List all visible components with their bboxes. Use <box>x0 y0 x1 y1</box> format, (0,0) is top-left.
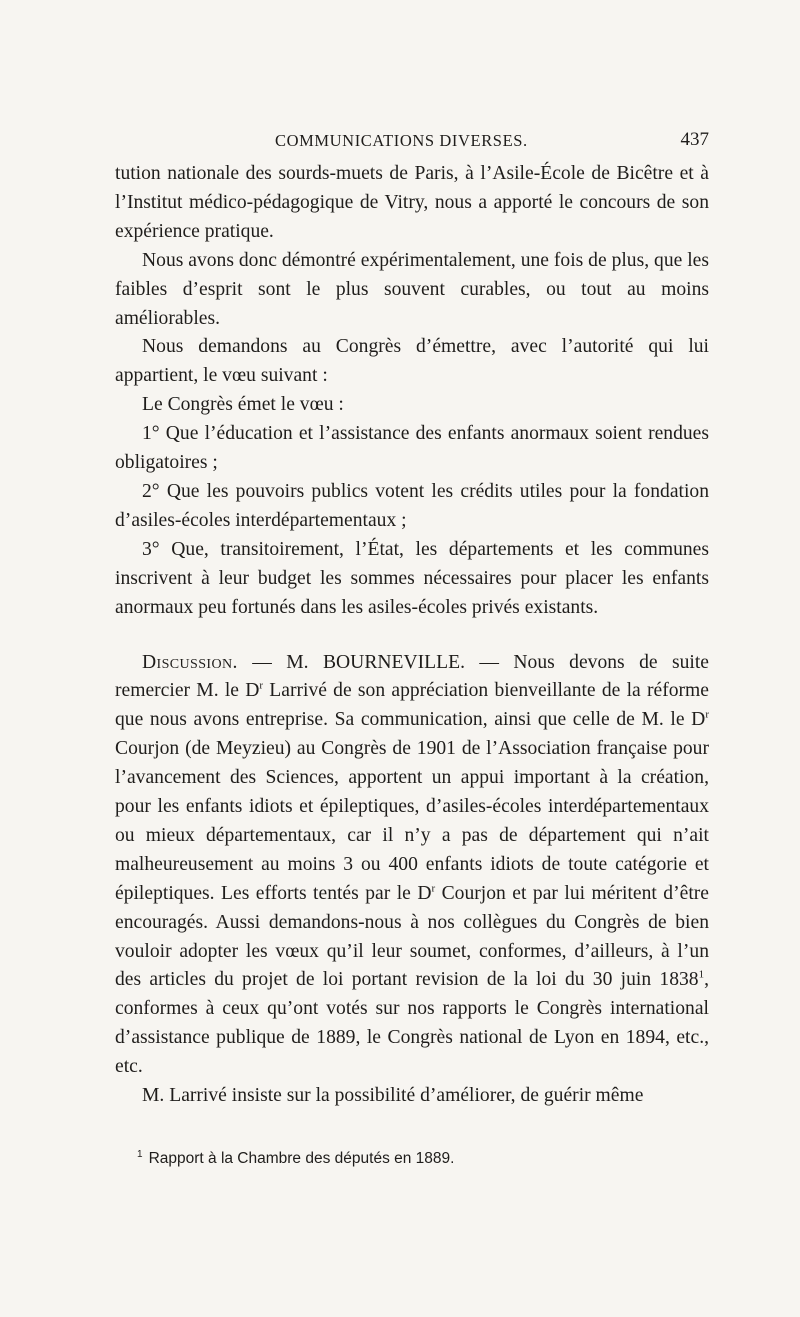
resolution-item-1: 1° Que l’éducation et l’assistance des enfants anormaux soient rendues obligatoires ; <box>115 423 709 474</box>
discussion-text-1: Nous devons de suite remercier M. le D <box>115 651 709 702</box>
resolution-item-2: 2° Que les pouvoirs publics votent les crédits utiles pour la fondation d’asiles-écoles interdépartementaux ; <box>115 480 709 531</box>
running-head: COMMUNICATIONS DIVERSES. <box>275 131 528 150</box>
footnote <box>137 1150 454 1168</box>
discussion-label: Discussion. <box>142 651 238 673</box>
paragraph-continuation: tution nationale des sourds-muets de Paris, à l’Asile-École de Bicêtre et à l’Institut médico-pédagogique de Vitry, nous a apporté le concours de son expérience pratique. <box>115 163 709 242</box>
footnote-text: Rapport à la Chambre des députés en 1889. <box>148 1150 455 1167</box>
body-text <box>115 160 709 1111</box>
paragraph-resolution-intro: Le Congrès émet le vœu : <box>142 394 344 416</box>
paragraph-larrive: M. Larrivé insiste sur la possibilité d’améliorer, de guérir même <box>142 1085 644 1107</box>
page-number: 437 <box>680 129 709 150</box>
footnote-marker: 1 <box>137 1148 143 1160</box>
discussion-text-4: Courjon et par lui méritent d’être encouragés. Aussi demandons-nous à nos collègues du Congrès de bien vouloir adopter les vœux qu’il leur soumet, conformes, d’ailleurs, à l’un des articles du projet de loi portant revision de la loi du 30 juin 1838 <box>115 882 709 991</box>
discussion-text-5: , conformes à ceux qu’ont votés sur nos rapports le Congrès international d’assistance publique de 1889, le Congrès national de Lyon en 1894, etc., etc. <box>115 969 709 1078</box>
paragraph-request: Nous demandons au Congrès d’émettre, avec l’autorité qui lui appartient, le vœu suivant : <box>115 336 709 387</box>
discussion-paragraph: Discussion. — M. BOURNEVILLE. — Nous devons de suite remercier M. le $D^r$ Larrivé de son appréciation bienveillante de la réforme que nous avons entreprise. Sa communication, ainsi que celle de M. le $D^r$ Courjon (de Meyzieu) au Congrès de 1901 de l’Association française pour l’avancement des Sciences, apportent un appui important à la création, pour les enfants idiots et épileptiques, d’asiles-écoles interdépartementaux ou mieux départementaux, car il n’y a pas de département qui n’ait malheureusement au moins 3 ou 400 enfants idiots de toute catégorie et épileptiques. Les efforts tentés par le $D^r$ Courjon et par lui méritent d’être encouragés. Aussi demandons-nous à nos collègues du Congrès de bien vouloir adopter les vœux qu’il leur soumet, conformes, d’ailleurs, à l’un des articles du projet de loi portant revision de la loi du 30 juin 1838$^1$, conformes à ceux qu’ont votés sur nos rapports le Congrès international d’assistance publique de 1889, le Congrès national de Lyon en 1894, etc., etc. <box>115 651 709 1078</box>
superscript-r: r <box>705 708 709 721</box>
superscript-r: r <box>259 679 264 692</box>
speaker-name: M. BOURNEVILLE. <box>286 651 465 673</box>
footnote-reference: 1 <box>698 968 705 981</box>
page-header <box>115 131 709 157</box>
superscript-r: r <box>431 882 436 895</box>
paragraph-demonstration: Nous avons donc démontré expérimentalement, une fois de plus, que les faibles d’esprit sont le plus souvent curables, ou tout au moins améliorables. <box>115 249 709 329</box>
discussion-text-2: Larrivé de son appréciation bienveillante de la réforme que nous avons entreprise. Sa communication, ainsi que celle de M. le D <box>115 680 709 731</box>
discussion-text-3: Courjon (de Meyzieu) au Congrès de 1901 de l’Association française pour l’avancement des Sciences, apportent un appui important à la création, pour les enfants idiots et épileptiques, d’asiles-écoles interdépartementaux ou mieux départementaux, car il n’y a pas de département qui n’ait malheureusement au moins 3 ou 400 enfants idiots de toute catégorie et épileptiques. Les efforts tentés par le D <box>115 738 709 904</box>
resolution-item-3: 3° Que, transitoirement, l’État, les départements et les communes inscrivent à leur budget les sommes nécessaires pour placer les enfants anormaux peu fortunés dans les asiles-écoles privés existants. <box>115 538 709 618</box>
